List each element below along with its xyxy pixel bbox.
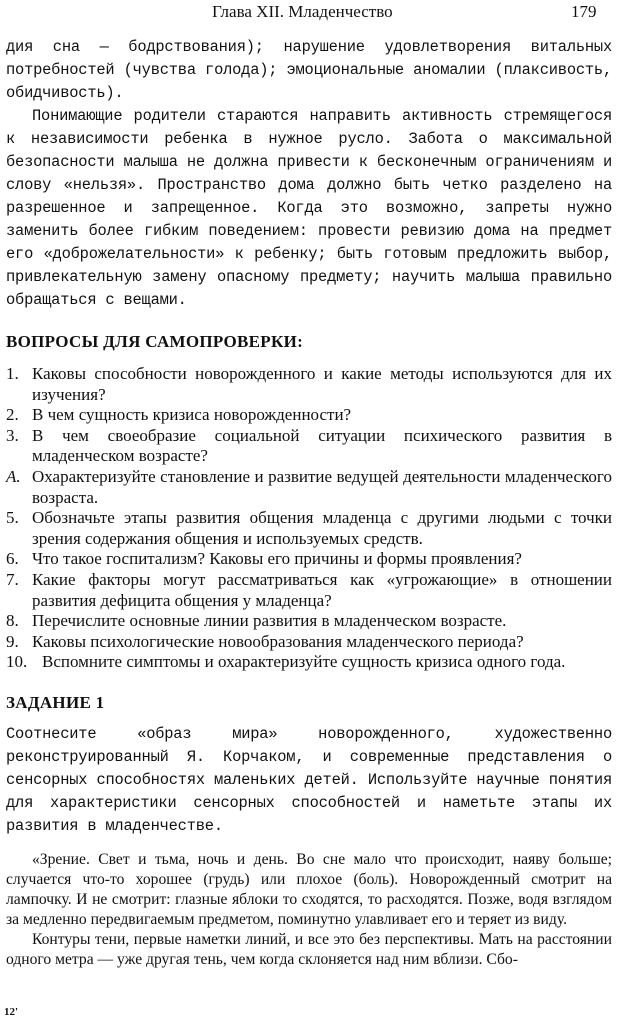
question-text: Перечислите основные линии развития в младенческом возрасте. <box>32 611 507 631</box>
page-content <box>6 36 612 970</box>
question-number: A. <box>6 466 21 486</box>
question-item <box>6 632 612 653</box>
question-item <box>6 508 612 549</box>
chapter-title: Глава XII. Младенчество <box>212 2 393 21</box>
question-item <box>6 364 612 405</box>
question-number: 3. <box>6 425 19 445</box>
question-text: Вспомните симптомы и охарактеризуйте сущность кризиса одного года. <box>42 652 566 672</box>
question-text: Каковы способности новорожденного и какие методы используются для их изучения? <box>32 364 612 404</box>
question-number: 1. <box>6 364 19 383</box>
question-number: 9. <box>6 631 19 651</box>
question-item <box>6 611 612 632</box>
parents-paragraph: Понимающие родители стараются направить активность стремящегося к независимости ребенка в нужное русло. Забота о максимальной безопасности малыша не должна привести к бесконечным ограничениям и слову «нельзя». Пространство дома должно быть четко разделено на разрешенное и запрещенное. Когда это возможно, запреты нужно заменить более гибким поведением: провести ревизию дома на предмет его «доброжелательности» к ребенку; быть готовым предложить выбор, привлекательную замену опасному предмету; научить малыша правильно обращаться с вещами. <box>6 107 612 309</box>
question-text: Каковы психологические новообразования младенческого периода? <box>32 631 524 651</box>
signature-mark: 12' <box>4 1006 19 1018</box>
page-number: 179 <box>571 2 597 21</box>
questions-list <box>6 364 612 673</box>
question-number: 8. <box>6 611 19 631</box>
quote-paragraph: Контуры тени, первые наметки линий, и все это без перспективы. Мать на расстоянии одного метра — уже другая тень, чем когда склоняется над ним вблизи. Сбо- <box>6 930 612 968</box>
question-number: 2. <box>6 405 19 425</box>
question-item <box>6 549 612 570</box>
question-text: Что такое госпитализм? Каковы его причины и формы проявления? <box>32 549 522 569</box>
question-item <box>6 426 612 467</box>
question-item <box>6 405 612 426</box>
continued-paragraph: дия сна — бодрствования); нарушение удовлетворения витальных потребностей (чувства голода); эмоциональные аномалии (плаксивость, обидчивость). <box>6 38 612 102</box>
questions-heading: ВОПРОСЫ ДЛЯ САМОПРОВЕРКИ: <box>6 332 304 351</box>
question-text: Охарактеризуйте становление и развитие ведущей деятельности младенческого возраста. <box>32 466 612 507</box>
question-number: 7. <box>6 569 19 589</box>
question-number: 6. <box>6 549 19 569</box>
task-heading: ЗАДАНИЕ 1 <box>6 692 105 712</box>
question-number: 10. <box>6 652 28 672</box>
quote-paragraph: «Зрение. Свет и тьма, ночь и день. Во сне мало что происходит, наяву больше; случается что-то хорошее (грудь) или плохое (боль). Новорожденный смотрит на лампочку. И не смотрит: глазные яблоки то сходятся, то расходятся. Позже, водя взглядом за медленно передвигаемым предметом, поминутно улавливает его и теряет из виду. <box>6 850 612 928</box>
question-text: Обозначьте этапы развития общения младенца с другими людьми с точки зрения содержания общения и используемых средств. <box>32 508 612 548</box>
question-item <box>6 570 612 611</box>
question-text: Какие факторы могут рассматриваться как «угрожающие» в отношении развития дефицита общения у младенца? <box>32 569 612 610</box>
running-head <box>0 2 620 28</box>
task-text: Соотнесите «образ мира» новорожденного, художественно реконструированный Я. Корчаком, и современные представления о сенсорных способностях маленьких детей. Используйте научные понятия для характеристики сенсорных способностей и наметьте этапы их развития в младенчестве. <box>6 724 612 835</box>
question-text: В чем своеобразие социальной ситуации психического развития в младенческом возрасте? <box>32 425 612 466</box>
question-number: 5. <box>6 508 19 528</box>
question-item <box>6 467 612 508</box>
question-item <box>6 652 612 673</box>
question-text: В чем сущность кризиса новорожденности? <box>32 405 352 425</box>
